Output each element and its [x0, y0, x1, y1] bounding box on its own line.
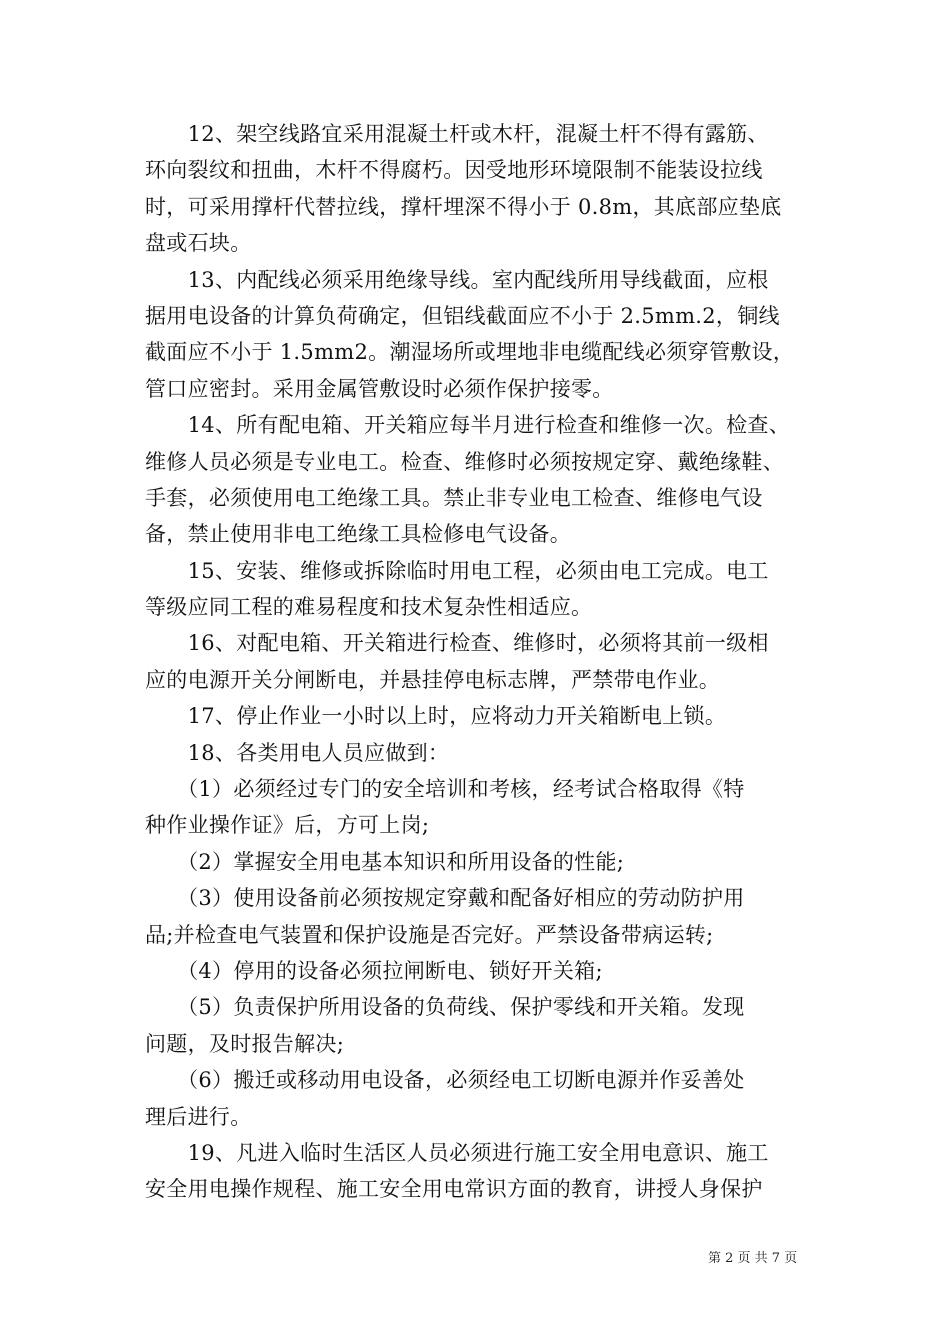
text-line: 盘或石块。: [145, 231, 252, 256]
text-line: 13、内配线必须采用绝缘导线。室内配线所用导线截面，应根: [145, 267, 769, 292]
page-number-footer: 第 2 页 共 7 页: [708, 1251, 798, 1266]
text-line: 环向裂纹和扭曲，木杆不得腐朽。因受地形环境限制不能装设拉线: [145, 158, 763, 183]
text-line: 理后进行。: [145, 1104, 252, 1129]
text-line: 手套，必须使用电工绝缘工具。禁止非专业电工检查、维修电气设: [145, 485, 763, 510]
text-line: 18、各类用电人员应做到：: [145, 740, 450, 765]
text-line: （4）停用的设备必须拉闸断电、锁好开关箱;: [145, 958, 603, 983]
text-line: 管口应密封。采用金属管敷设时必须作保护接零。: [145, 376, 614, 401]
text-line: 备，禁止使用非电工绝缘工具检修电气设备。: [145, 522, 571, 547]
text-line: 截面应不小于 1.5mm2。潮湿场所或埋地非电缆配线必须穿管敷设，: [145, 340, 795, 365]
text-line: （5）负责保护所用设备的负荷线、保护零线和开关箱。发现: [145, 995, 745, 1020]
text-line: 据用电设备的计算负荷确定，但铝线截面应不小于 2.5mm.2，铜线: [145, 303, 780, 328]
text-line: 应的电源开关分闸断电，并悬挂停电标志牌，严禁带电作业。: [145, 667, 721, 692]
text-line: （3）使用设备前必须按规定穿戴和配备好相应的劳动防护用: [145, 886, 745, 911]
text-line: （1）必须经过专门的安全培训和考核，经考试合格取得《特: [145, 777, 745, 802]
text-line: 维修人员必须是专业电工。检查、维修时必须按规定穿、戴绝缘鞋、: [145, 449, 784, 474]
document-body: [145, 116, 810, 1208]
text-line: 种作业操作证》后，方可上岗;: [145, 813, 430, 838]
text-line: 等级应同工程的难易程度和技术复杂性相适应。: [145, 595, 593, 620]
text-line: 时，可采用撑杆代替拉线，撑杆埋深不得小于 0.8m，其底部应垫底: [145, 194, 782, 219]
text-line: 12、架空线路宜采用混凝土杆或木杆，混凝土杆不得有露筋、: [145, 122, 769, 146]
text-line: 19、凡进入临时生活区人员必须进行施工安全用电意识、施工: [145, 1140, 769, 1165]
text-line: （6）搬迁或移动用电设备，必须经电工切断电源并作妥善处: [145, 1068, 745, 1093]
text-line: 15、安装、维修或拆除临时用电工程，必须由电工完成。电工: [145, 558, 769, 583]
text-line: 16、对配电箱、开关箱进行检查、维修时，必须将其前一级相: [145, 631, 769, 656]
text-line: 问题，及时报告解决;: [145, 1031, 345, 1056]
text-line: 17、停止作业一小时以上时，应将动力开关箱断电上锁。: [145, 704, 727, 729]
text-line: （2）掌握安全用电基本知识和所用设备的性能;: [145, 849, 625, 874]
text-line: 14、所有配电箱、开关箱应每半月进行检查和维修一次。检查、: [145, 413, 791, 438]
text-line: 安全用电操作规程、施工安全用电常识方面的教育，讲授人身保护: [145, 1177, 763, 1202]
text-line: 品;并检查电气装置和保护设施是否完好。严禁设备带病运转;: [145, 922, 714, 947]
